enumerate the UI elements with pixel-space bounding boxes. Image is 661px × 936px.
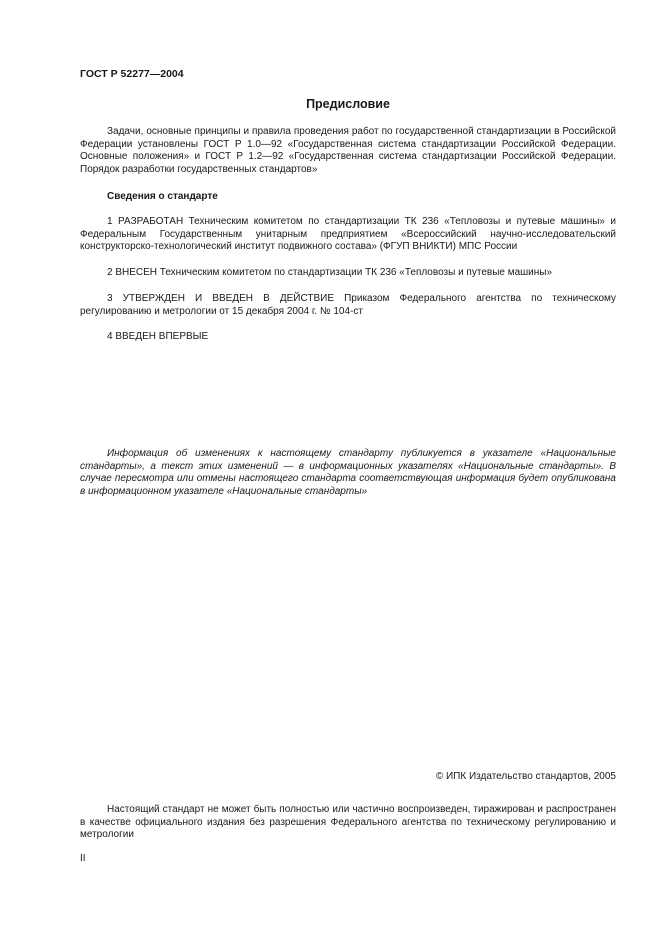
section-heading: Сведения о стандарте bbox=[107, 191, 218, 202]
document-code: ГОСТ Р 52277—2004 bbox=[80, 68, 184, 80]
item-approved: 3 УТВЕРЖДЕН И ВВЕДЕН В ДЕЙСТВИЕ Приказом Федерального агентства по техническому регулированию и метрологии от 15 декабря 2004 г. № 104-ст bbox=[80, 293, 616, 317]
info-note: Информация об изменениях к настоящему стандарту публикуется в указателе «Национальные стандарты», а текст этих изменений — в информационных указателях «Национальные стандарты». В случае пересмотра или отмены настоящего стандарта соответствующая информация будет опубликована в информационном указателе «Национальные стандарты» bbox=[80, 448, 616, 497]
copyright-line: © ИПК Издательство стандартов, 2005 bbox=[435, 771, 616, 782]
page-title: Предисловие bbox=[306, 97, 390, 111]
item-developed: 1 РАЗРАБОТАН Техническим комитетом по стандартизации ТК 236 «Тепловозы и путевые машины» и Федеральным Государственным унитарным предприятием «Всероссийский научно-исследовательский конструкторско-технологический институт подвижного состава» (ФГУП ВНИКТИ) МПС России bbox=[80, 216, 616, 253]
item-introduced: 4 ВВЕДЕН ВПЕРВЫЕ bbox=[107, 331, 209, 342]
page-number: II bbox=[80, 853, 86, 864]
intro-paragraph: Задачи, основные принципы и правила проведения работ по государственной стандартизации в Российской Федерации установлены ГОСТ Р 1.0—92 «Государственная система стандартизации Российской Федерации. Основные положения» и ГОСТ Р 1.2—92 «Государственная система стандартизации Российской Федерации. Порядок разработки государственных стандартов» bbox=[80, 126, 616, 175]
legal-notice: Настоящий стандарт не может быть полностью или частично воспроизведен, тиражирован и распространен в качестве официального издания без разрешения Федерального агентства по техническому регулированию и метрологии bbox=[80, 804, 616, 841]
item-submitted: 2 ВНЕСЕН Техническим комитетом по стандартизации ТК 236 «Тепловозы и путевые машины» bbox=[107, 267, 553, 278]
